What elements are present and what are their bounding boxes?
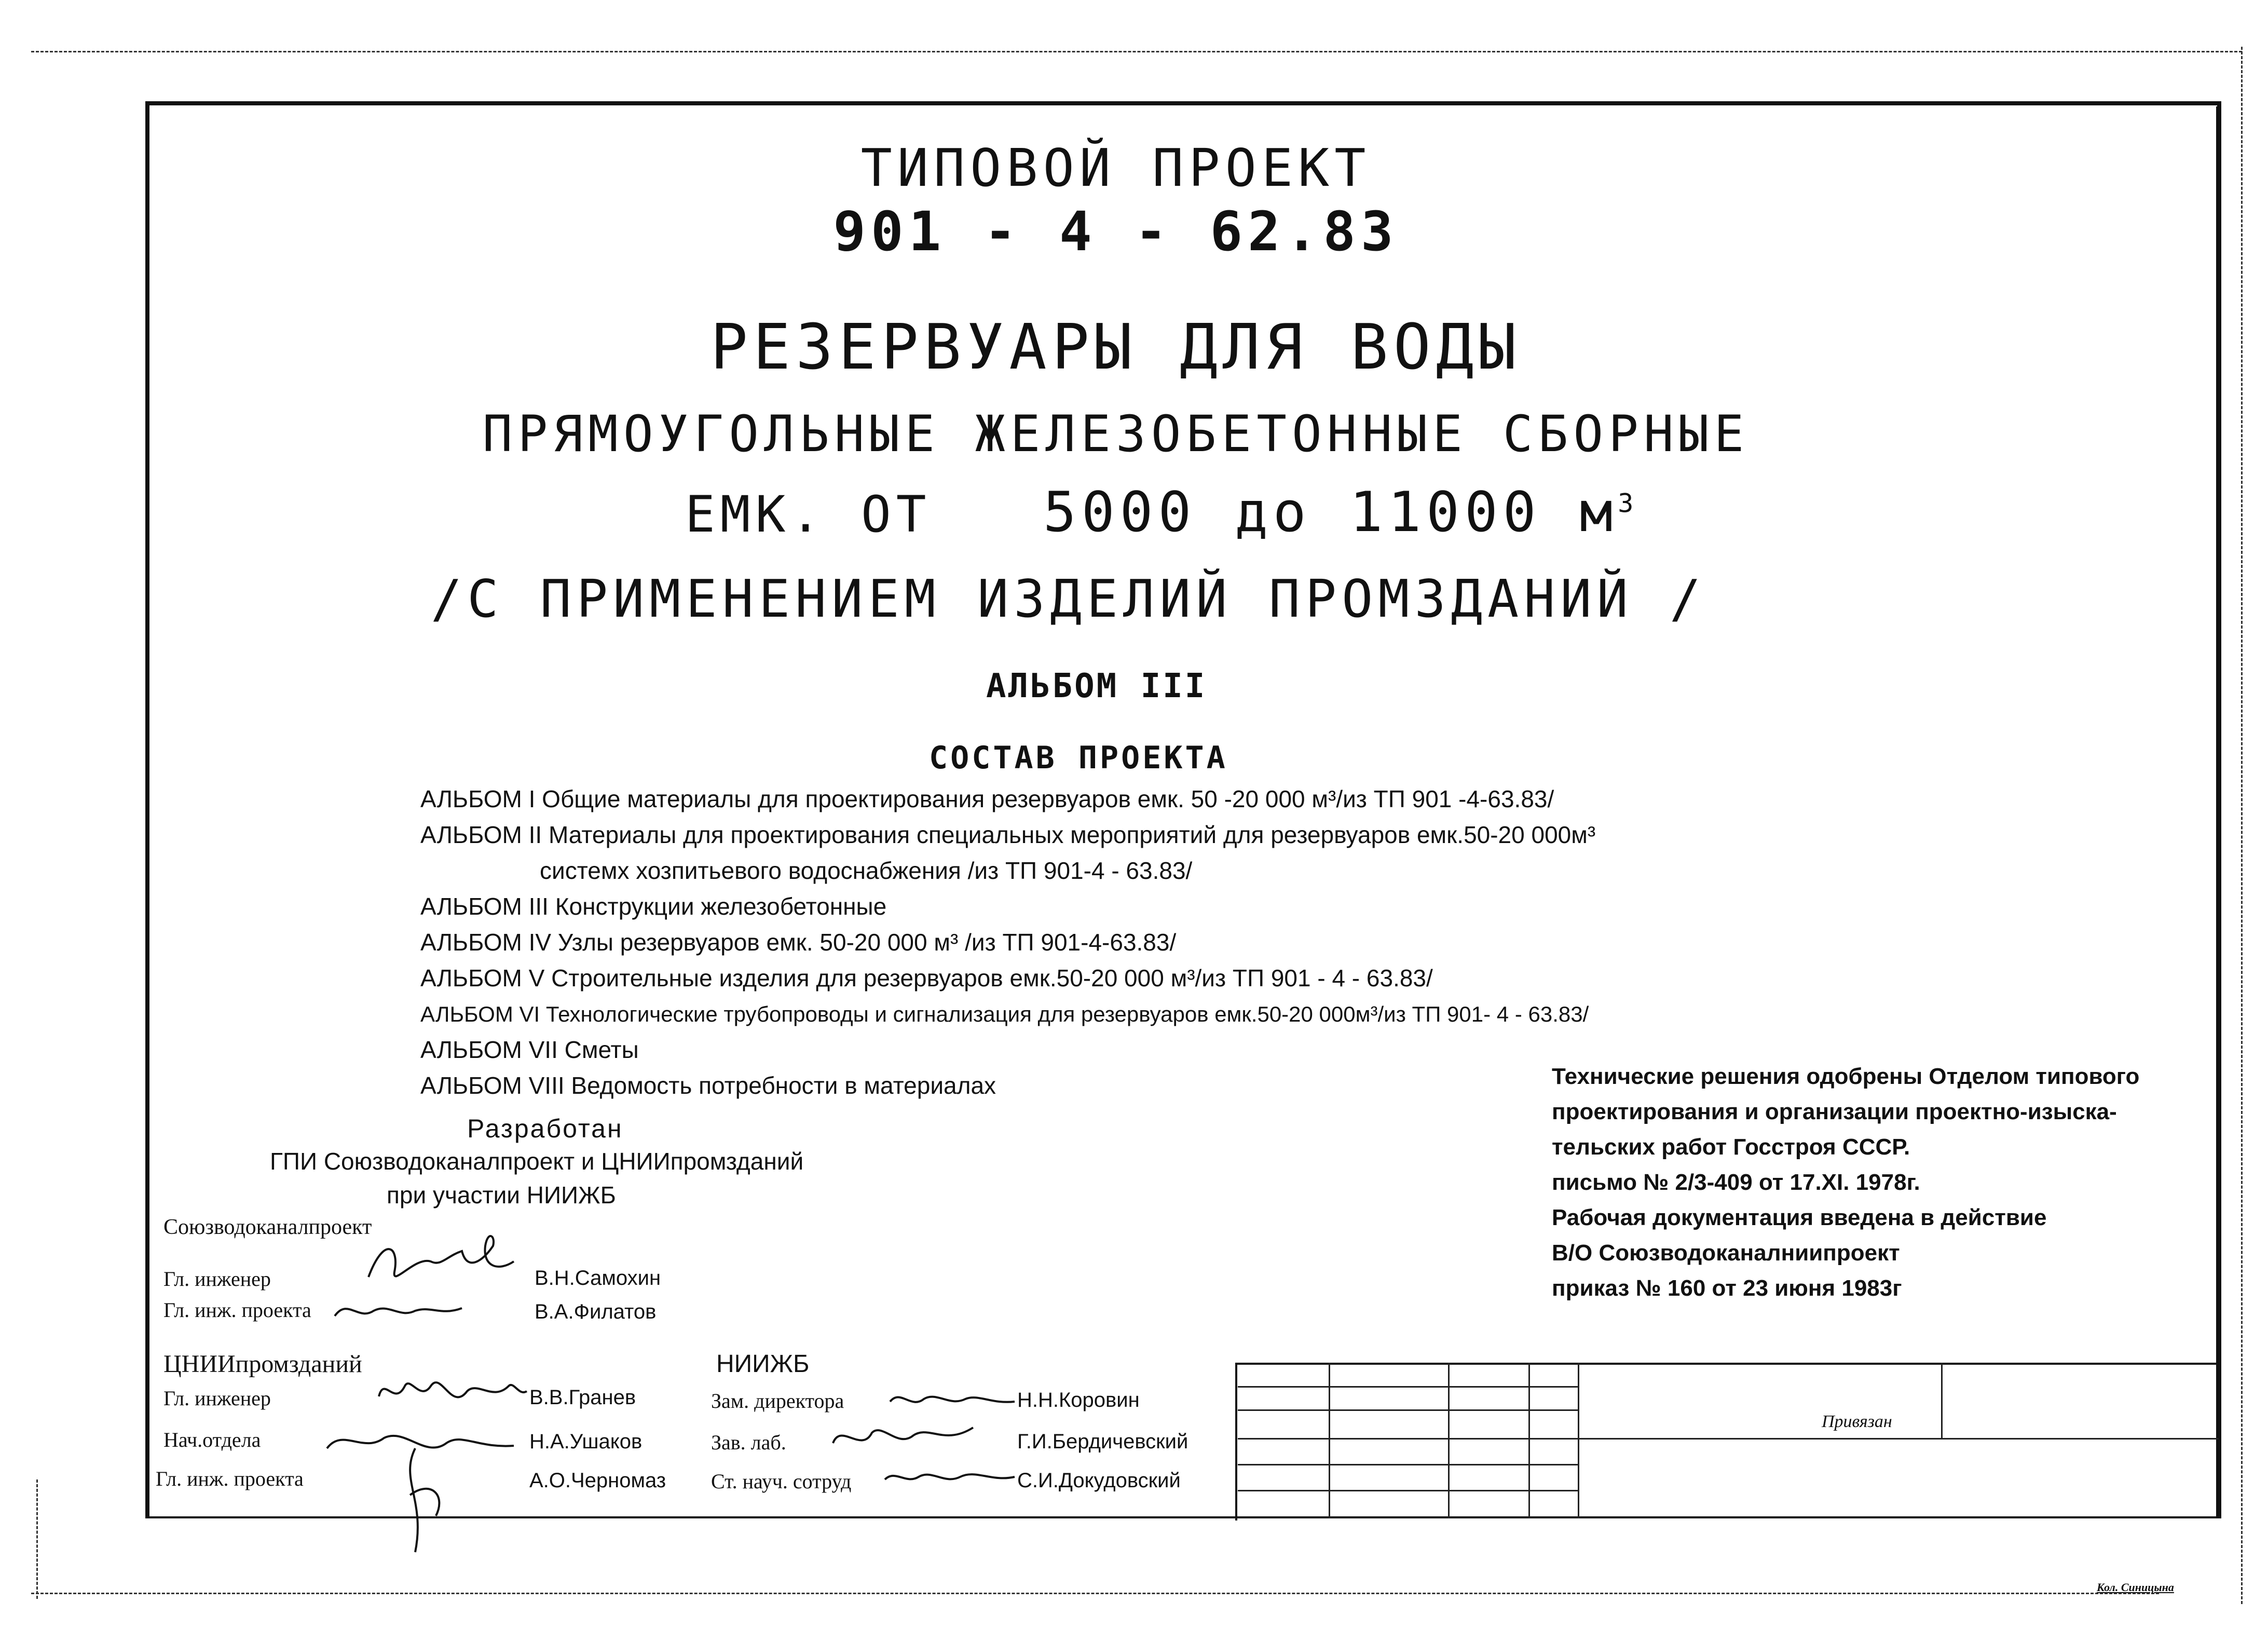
soyuz-role-1: Гл. инженер <box>163 1267 271 1291</box>
signature-niizhb-senior-researcher <box>882 1464 1017 1490</box>
capacity-value <box>1043 480 1638 544</box>
cnii-name-2: Н.А.Ушаков <box>529 1430 643 1453</box>
stamp-row-line <box>1238 1409 1578 1411</box>
stamp-divider <box>1941 1363 1943 1438</box>
album-number: АЛЬБОМ III <box>986 667 1207 705</box>
developed-heading: Разработан <box>467 1114 623 1143</box>
signature-cnii-chief-engineer <box>374 1365 529 1422</box>
approval-note <box>1552 1059 2201 1306</box>
composition-heading: СОСТАВ ПРОЕКТА <box>929 740 1228 776</box>
top-border-line <box>31 51 2242 52</box>
signature-cnii-department-head <box>322 1417 519 1563</box>
project-number: 901 - 4 - 62.83 <box>833 200 1399 263</box>
approval-line: тельских работ Госстроя СССР. <box>1552 1134 1910 1160</box>
cnii-name-1: В.В.Гранев <box>529 1386 636 1409</box>
cnii-org: ЦНИИпромзданий <box>163 1350 362 1378</box>
approval-line: Технические решения одобрены Отделом типового <box>1552 1064 2140 1089</box>
niizhb-role-2: Зав. лаб. <box>711 1431 786 1454</box>
composition-item: АЛЬБОМ III Конструкции железобетонные <box>420 893 887 920</box>
developed-participation: при участии НИИЖБ <box>387 1182 616 1209</box>
composition-item: АЛЬБОМ VII Сметы <box>420 1036 639 1063</box>
soyuz-role-2: Гл. инж. проекта <box>163 1298 311 1322</box>
composition-item: системх хозпитьевого водоснабжения /из ТП 901-4 - 63.83/ <box>540 857 1193 884</box>
stamp-row-line <box>1238 1490 1578 1491</box>
stamp-row-line <box>1238 1438 2219 1440</box>
subtitle-application: /С ПРИМЕНЕНИЕМ ИЗДЕЛИЙ ПРОМЗДАНИЙ / <box>431 568 1706 629</box>
niizhb-role-3: Ст. науч. сотруд <box>711 1470 852 1493</box>
composition-item: АЛЬБОМ VIII Ведомость потребности в материалах <box>420 1072 996 1099</box>
approval-line: письмо № 2/3-409 от 17.XI. 1978г. <box>1552 1170 1920 1195</box>
cnii-role-3: Гл. инж. проекта <box>156 1467 304 1490</box>
approval-line: проектирования и организации проектно-изыска- <box>1552 1099 2117 1124</box>
project-type-heading: ТИПОВОЙ ПРОЕКТ <box>860 138 1371 198</box>
capacity-prefix: ЕМК. ОТ <box>685 485 932 544</box>
soyuz-name-2: В.А.Филатов <box>535 1300 657 1323</box>
niizhb-org: НИИЖБ <box>716 1350 810 1378</box>
signature-niizhb-deputy-director <box>887 1383 1017 1415</box>
signature-soyuz-chief-engineer <box>363 1225 519 1298</box>
composition-item: АЛЬБОМ V Строительные изделия для резервуаров емк.50-20 000 м³/из ТП 901 - 4 - 63.83/ <box>420 965 1433 992</box>
niizhb-name-3: С.И.Докудовский <box>1017 1469 1181 1492</box>
main-title: РЕЗЕРВУАРЫ ДЛЯ ВОДЫ <box>710 311 1522 384</box>
niizhb-name-2: Г.И.Бердичевский <box>1017 1430 1188 1453</box>
composition-list <box>420 781 1874 1104</box>
stamp-row-line <box>1238 1464 1578 1465</box>
signature-soyuz-project-engineer <box>332 1295 467 1326</box>
bottom-border-line <box>31 1593 2159 1594</box>
capacity-unit-exponent: 3 <box>1618 488 1639 519</box>
niizhb-role-1: Зам. директора <box>711 1389 844 1413</box>
signature-niizhb-lab-head <box>830 1417 976 1459</box>
cnii-role-1: Гл. инженер <box>163 1387 271 1410</box>
subtitle-type: ПРЯМОУГОЛЬНЫЕ ЖЕЛЕЗОБЕТОННЫЕ СБОРНЫЕ <box>482 405 1750 463</box>
approval-line: приказ № 160 от 23 июня 1983г <box>1552 1275 1902 1301</box>
approval-line: Рабочая документация введена в действие <box>1552 1205 2047 1230</box>
copied-by-note: Кол. Синицына <box>2097 1581 2174 1594</box>
cnii-name-3: А.О.Черномаз <box>529 1469 666 1492</box>
niizhb-name-1: Н.Н.Коровин <box>1017 1389 1140 1411</box>
capacity-value-text: 5000 до 11000 м <box>1043 480 1618 544</box>
cnii-role-2: Нач.отдела <box>163 1428 261 1451</box>
stamp-row-line <box>1238 1386 1578 1388</box>
soyuz-name-1: В.Н.Самохин <box>535 1267 661 1289</box>
composition-item: АЛЬБОМ IV Узлы резервуаров емк. 50-20 000 м³ /из ТП 901-4-63.83/ <box>420 929 1177 956</box>
stamp-label-attached: Привязан <box>1822 1412 1892 1431</box>
soyuz-org: Союзводоканалпроект <box>163 1215 372 1239</box>
composition-item: АЛЬБОМ VI Технологические трубопроводы и сигнализация для резервуаров емк.50-20 000м³/из ТП 901- 4 - 63.83/ <box>420 1002 1589 1026</box>
stamp-divider <box>1578 1363 1579 1518</box>
left-border-line <box>36 1479 38 1599</box>
approval-line: В/О Союзводоканалниипроект <box>1552 1240 1900 1266</box>
frame-inner-margin-line <box>2216 106 2219 1518</box>
right-border-line <box>2241 47 2243 1604</box>
developed-orgs: ГПИ Союзводоканалпроект и ЦНИИпромзданий <box>270 1148 804 1175</box>
composition-item: АЛЬБОМ I Общие материалы для проектирования резервуаров емк. 50 -20 000 м³/из ТП 901 -4-63.83/ <box>420 785 1554 812</box>
composition-item: АЛЬБОМ II Материалы для проектирования специальных мероприятий для резервуаров емк.50-20 000м³ <box>420 821 1596 848</box>
